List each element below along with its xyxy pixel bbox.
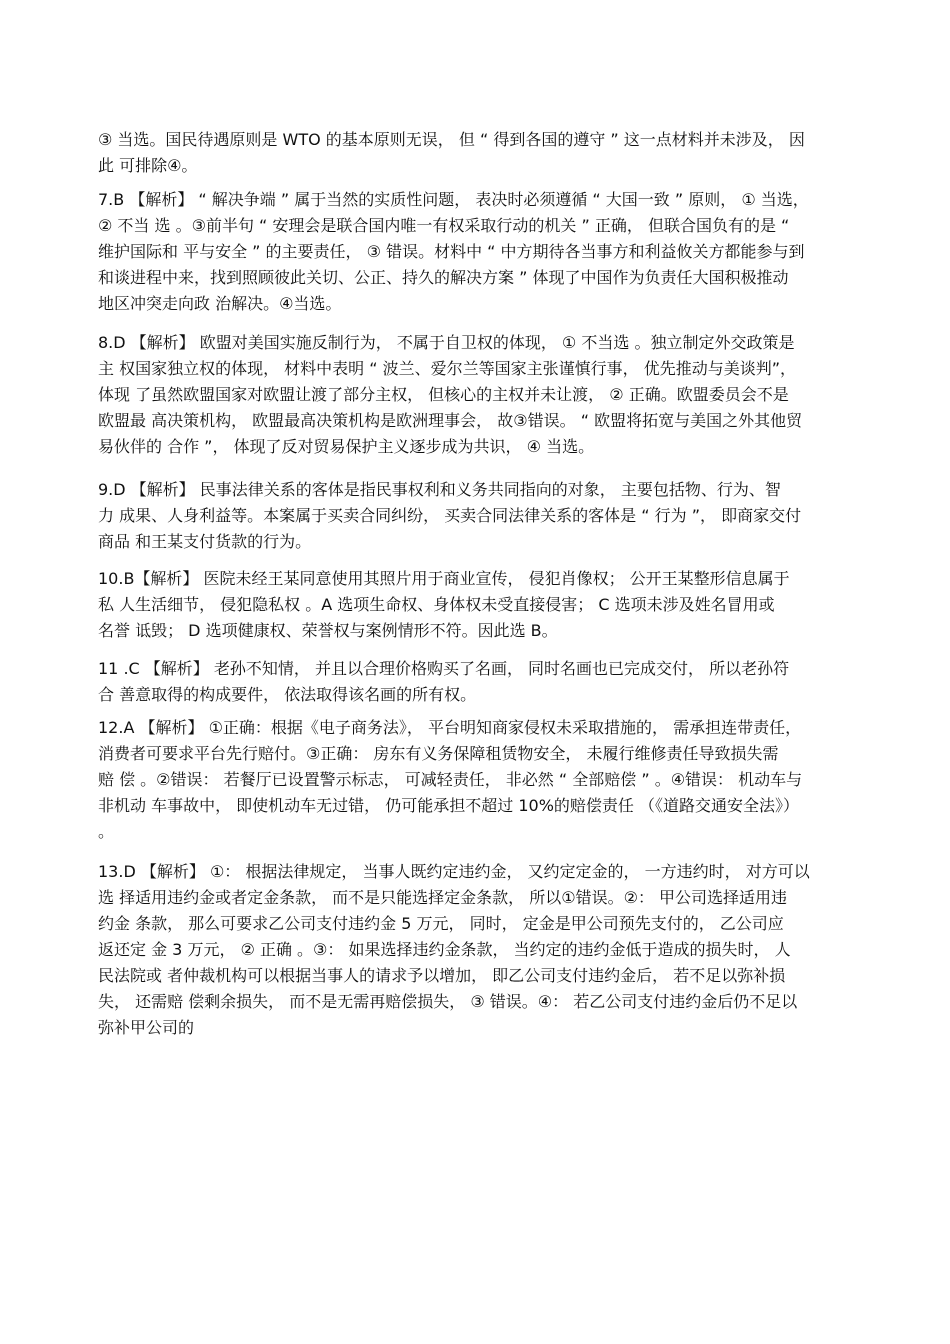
text-line: 。	[98, 822, 115, 841]
text-line: 13.D 【解析】 ①： 根据法律规定， 当事人既约定违约金， 又约定定金的， 一方违约时， 对方可以	[98, 862, 810, 881]
text-line: 维护国际和 平与安全 ” 的主要责任， ③ 错误。材料中 “ 中方期待各当事方和利益攸关方都能参与到	[98, 242, 805, 261]
text-line: 赔 偿 。②错误： 若餐厅已设置警示标志， 可减轻责任， 非必然 “ 全部赔偿 ” 。④错误： 机动车与	[98, 770, 803, 789]
paragraph-q7	[98, 187, 854, 317]
text-line: 地区冲突走向政 治解决。④当选。	[98, 294, 342, 313]
text-line: 力 成果、人身利益等。本案属于买卖合同纠纷， 买卖合同法律关系的客体是 “ 行为 ”， 即商家交付	[98, 506, 802, 525]
text-line: 名誉 诋毁； D 选项健康权、荣誉权与案例情形不符。因此选 B。	[98, 621, 558, 640]
paragraph-q8	[98, 330, 854, 460]
text-line: 此 可排除④。	[98, 156, 198, 175]
text-line: 主 权国家独立权的体现， 材料中表明 “ 波兰、爱尔兰等国家主张谨慎行事， 优先推动与美谈判”，	[98, 359, 797, 378]
text-line: 非机动 车事故中， 即使机动车无过错， 仍可能承担不超过 10%的赔偿责任 （《道路交通安全法》）	[98, 796, 799, 815]
text-line: 11 .C 【解析】 老孙不知情， 并且以合理价格购买了名画， 同时名画也已完成交付， 所以老孙符	[98, 659, 790, 678]
text-line: 10.B【解析】 医院未经王某同意使用其照片用于商业宣传， 侵犯肖像权； 公开王某整形信息属于	[98, 569, 790, 588]
paragraph-q6-continuation	[98, 127, 854, 179]
text-line: 返还定 金 3 万元， ② 正确 。③： 如果选择违约金条款， 当约定的违约金低于造成的损失时， 人	[98, 940, 791, 959]
text-line: ② 不当 选 。③前半句 “ 安理会是联合国内唯一有权采取行动的机关 ” 正确， 但联合国负有的是 “	[98, 216, 790, 235]
text-line: 民法院或 者仲裁机构可以根据当事人的请求予以增加， 即乙公司支付违约金后， 若不足以弥补损	[98, 966, 786, 985]
text-line: 和谈进程中来，找到照顾彼此关切、公正、持久的解决方案 ” 体现了中国作为负责任大国积极推动	[98, 268, 789, 287]
text-line: 8.D 【解析】 欧盟对美国实施反制行为， 不属于自卫权的体现， ① 不当选 。独立制定外交政策是	[98, 333, 795, 352]
text-line: 体现 了虽然欧盟国家对欧盟让渡了部分主权， 但核心的主权并未让渡， ② 正确。欧盟委员会不是	[98, 385, 789, 404]
text-line: 7.B 【解析】 “ 解决争端 ” 属于当然的实质性问题， 表决时必须遵循 “ 大国一致 ” 原则， ① 当选，	[98, 190, 809, 209]
text-line: 失， 还需赔 偿剩余损失， 而不是无需再赔偿损失， ③ 错误。④： 若乙公司支付违约金后仍不足以	[98, 992, 798, 1011]
text-line: 9.D 【解析】 民事法律关系的客体是指民事权利和义务共同指向的对象， 主要包括物、行为、智	[98, 480, 781, 499]
paragraph-q11	[98, 656, 854, 708]
text-line: 易伙伴的 合作 ”， 体现了反对贸易保护主义逐步成为共识， ④ 当选。	[98, 437, 595, 456]
text-line: 欧盟最 高决策机构， 欧盟最高决策机构是欧洲理事会， 故③错误。 “ 欧盟将拓宽与美国之外其他贸	[98, 411, 803, 430]
text-line: 12.A 【解析】 ①正确：根据《电子商务法》， 平台明知商家侵权未采取措施的， 需承担连带责任，	[98, 718, 802, 737]
text-line: 选 择适用违约金或者定金条款， 而不是只能选择定金条款， 所以①错误。②： 甲公司选择适用违	[98, 888, 788, 907]
text-line: 约金 条款， 那么可要求乙公司支付违约金 5 万元， 同时， 定金是甲公司预先支付的， 乙公司应	[98, 914, 784, 933]
paragraph-q9	[98, 477, 854, 555]
paragraph-q10	[98, 566, 854, 644]
text-line: 私 人生活细节， 侵犯隐私权 。A 选项生命权、身体权未受直接侵害； C 选项未涉及姓名冒用或	[98, 595, 775, 614]
text-line: 弥补甲公司的	[98, 1018, 195, 1037]
text-line: 消费者可要求平台先行赔付。③正确： 房东有义务保障租赁物安全， 未履行维修责任导致损失需	[98, 744, 779, 763]
text-line: 合 善意取得的构成要件， 依法取得该名画的所有权。	[98, 685, 477, 704]
paragraph-q13	[98, 859, 854, 1041]
text-line: 商品 和王某支付货款的行为。	[98, 532, 312, 551]
paragraph-q12	[98, 715, 854, 845]
text-line: ③ 当选。国民待遇原则是 WTO 的基本原则无误， 但 “ 得到各国的遵守 ” 这一点材料并未涉及， 因	[98, 130, 805, 149]
